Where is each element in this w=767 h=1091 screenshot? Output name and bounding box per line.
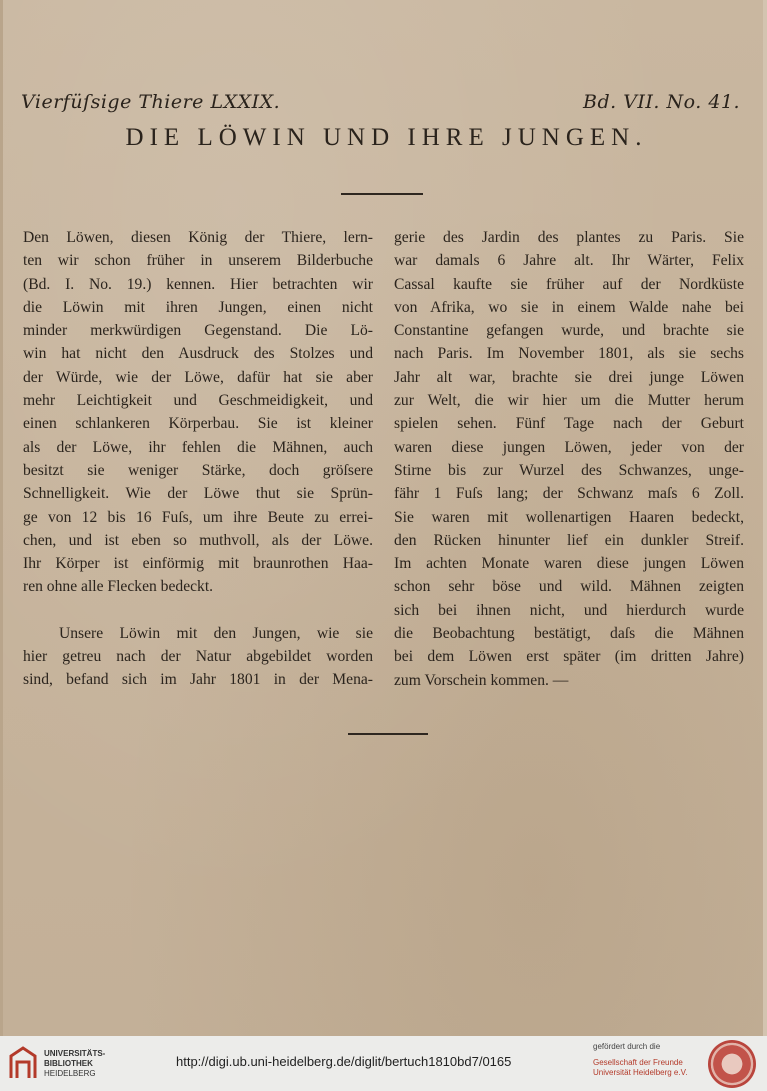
text-line: der Würde, wie der Löwe, dafür hat sie aber bbox=[23, 368, 373, 386]
library-name[interactable] bbox=[44, 1049, 105, 1079]
library-name-line: HEIDELBERG bbox=[44, 1069, 96, 1078]
library-name-line: UNIVERSITÄTS- bbox=[44, 1049, 106, 1058]
text-line: als der Löwe, ihr fehlen die Mähnen, auch bbox=[23, 438, 373, 456]
text-line: spielen sehen. Fünf Tage nach der Geburt bbox=[394, 415, 744, 433]
text-line: Cassal kaufte sie früher auf der Nordküste bbox=[394, 275, 744, 293]
text-column-right bbox=[394, 226, 744, 692]
text-line: besitzt sie weniger Stärke, doch gröſsere bbox=[23, 461, 373, 479]
text-line: schon sehr böse und wild. Mähnen zeigten bbox=[394, 578, 744, 596]
text-line: Schnelligkeit. Wie der Löwe thut sie Sprün- bbox=[23, 485, 373, 503]
running-head-right: Bd. VII. No. 41. bbox=[583, 91, 741, 113]
digitization-footer bbox=[0, 1036, 767, 1091]
text-line: sind, befand sich im Jahr 1801 in der Mena- bbox=[23, 671, 373, 689]
text-line: Ihr Körper ist einförmig mit braunrothen Haa- bbox=[23, 555, 373, 573]
text-line: Sie waren mit wollenartigen Haaren bedeckt, bbox=[394, 508, 744, 526]
sponsor-name: Universität Heidelberg e.V. bbox=[593, 1068, 688, 1077]
text-line: ren ohne alle Flecken bedeckt. bbox=[23, 578, 214, 596]
text-line: den Rücken hinunter lief ein dunkler Streif. bbox=[394, 531, 744, 549]
text-line: Jahr alt war, brachte sie drei junge Löwen bbox=[394, 368, 744, 386]
library-name-line: BIBLIOTHEK bbox=[44, 1059, 93, 1068]
text-line: ge von 12 bis 16 Fuſs, um ihre Beute zu errei- bbox=[23, 508, 373, 526]
text-line: von Afrika, wo sie in einem Walde nahe bei bbox=[394, 298, 744, 316]
text-line: einen schlankeren Körperbau. Sie ist kleiner bbox=[23, 415, 373, 433]
text-line: gerie des Jardin des plantes zu Paris. Sie bbox=[394, 229, 744, 246]
text-line: Constantine gefangen wurde, und brachte sie bbox=[394, 322, 744, 340]
permalink-url[interactable]: http://digi.ub.uni-heidelberg.de/diglit/bertuch1810bd7/0165 bbox=[176, 1054, 512, 1069]
text-line: waren diese jungen Löwen, jeder von der bbox=[394, 438, 744, 456]
rule-divider-bottom bbox=[348, 733, 428, 735]
text-line: minder merkwürdigen Gegenstand. Die Lö- bbox=[23, 322, 373, 340]
text-line: bei dem Löwen erst später (im dritten Jahre) bbox=[394, 648, 744, 666]
text-line: mehr Leichtigkeit und Geschmeidigkeit, und bbox=[23, 392, 373, 410]
sponsor-seal-icon[interactable] bbox=[708, 1040, 756, 1088]
text-line: die Löwin mit ihren Jungen, einen nicht bbox=[23, 298, 373, 316]
text-line: Unsere Löwin mit den Jungen, wie sie bbox=[59, 624, 373, 642]
text-line: die Beobachtung bestätigt, daſs die Mähnen bbox=[394, 625, 744, 643]
text-line: ten wir schon früher in unserem Bilderbuche bbox=[23, 252, 373, 270]
text-line: nach Paris. Im November 1801, als sie sechs bbox=[394, 345, 744, 363]
plate-title: DIE LÖWIN UND IHRE JUNGEN. bbox=[125, 124, 648, 151]
text-line: chen, und ist eben so muthvoll, als der Löwe. bbox=[23, 531, 373, 549]
rule-divider-top bbox=[341, 193, 423, 195]
text-line: war damals 6 Jahre alt. Ihr Wärter, Felix bbox=[394, 252, 744, 270]
text-line: fähr 1 Fuſs lang; der Schwanz maſs 6 Zoll. bbox=[394, 485, 744, 503]
running-head-left: Vierfüſsige Thiere LXXIX. bbox=[21, 91, 281, 113]
sponsor-block bbox=[593, 1042, 703, 1078]
sponsor-name: Gesellschaft der Freunde bbox=[593, 1058, 683, 1067]
library-logo-icon[interactable] bbox=[9, 1044, 37, 1080]
text-line: Im achten Monate waren diese jungen Löwen bbox=[394, 555, 744, 573]
text-line: win hat nicht den Ausdruck des Stolzes und bbox=[23, 345, 373, 363]
text-line: zum Vorschein kommen. — bbox=[394, 671, 569, 689]
text-line: Stirne bis zur Wurzel des Schwanzes, unge- bbox=[394, 461, 744, 479]
text-line: hier getreu nach der Natur abgebildet worden bbox=[23, 648, 373, 666]
text-column-left bbox=[23, 226, 373, 692]
text-line: Den Löwen, diesen König der Thiere, lern- bbox=[23, 229, 373, 246]
text-line: zur Welt, die wir hier um die Mutter herum bbox=[394, 392, 744, 410]
sponsor-intro: gefördert durch die bbox=[593, 1042, 661, 1051]
text-line: (Bd. I. No. 19.) kennen. Hier betrachten wir bbox=[23, 275, 373, 293]
text-line: sich bei ihnen nicht, und hierdurch wurde bbox=[394, 601, 744, 619]
paragraph-gap bbox=[23, 599, 373, 622]
